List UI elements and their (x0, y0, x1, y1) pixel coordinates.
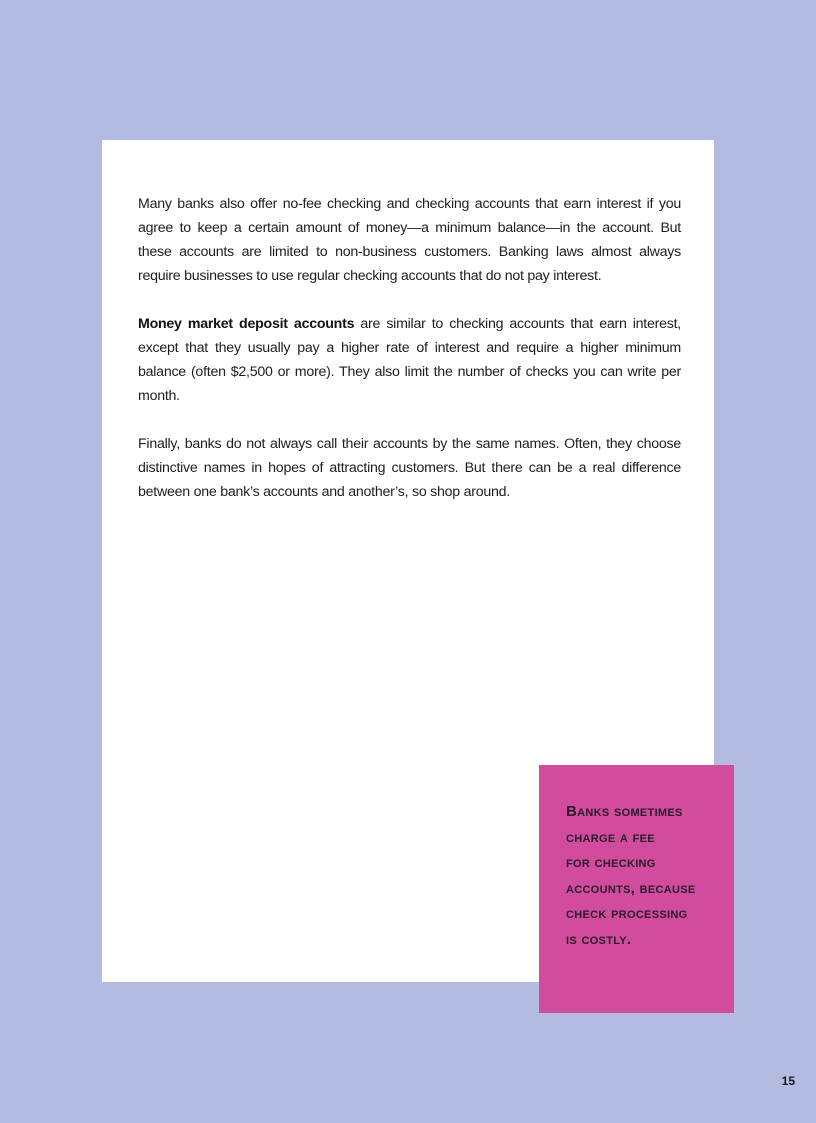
callout-line: check processing (566, 905, 688, 922)
paragraph-account-names: Finally, banks do not always call their accounts by the same names. Often, they choose distinctive names in hopes of attracting customers. But there can be a real difference between one bank’s accounts and another’s, so shop around. (138, 436, 681, 500)
callout-text (566, 799, 726, 952)
callout-line: charge a fee (566, 828, 655, 846)
paragraph-money-market (138, 312, 681, 408)
paragraph-no-fee-checking: Many banks also offer no-fee checking and checking accounts that earn interest if you agree to keep a certain amount of money—a minimum balance—in the account. But these accounts are limited to non-business customers. Banking laws almost always require businesses to use regular checking accounts that do not pay interest. (138, 196, 681, 284)
callout-line: for checking (566, 854, 656, 871)
body-text (138, 192, 681, 528)
callout-line: is costly. (566, 930, 632, 948)
callout-line: accounts, because (566, 879, 696, 897)
callout-line: Banks sometimes (566, 803, 683, 820)
term-money-market: Money market deposit accounts (138, 316, 355, 332)
page-number: 15 (781, 1074, 795, 1088)
callout-box (539, 765, 734, 1013)
paragraph-money-market-text: are similar to checking accounts that earn interest, except that they usually pay a higher rate of interest and require a higher minimum balance (often $2,500 or more). They also limit the number of checks you can write per month. (138, 316, 681, 404)
